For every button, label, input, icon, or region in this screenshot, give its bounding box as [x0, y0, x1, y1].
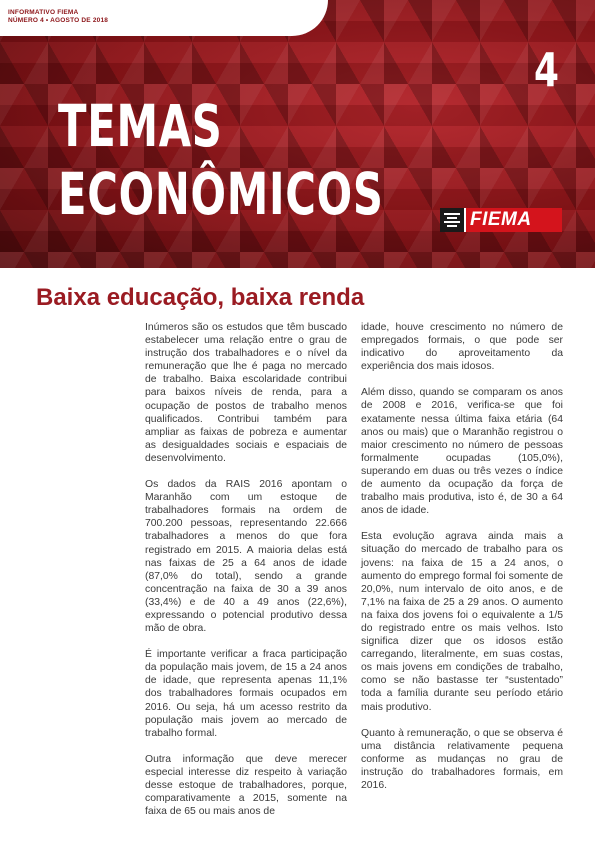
header-info — [8, 9, 108, 25]
issue-number: 4 — [534, 43, 559, 97]
article-headline: Baixa educação, baixa renda — [36, 284, 365, 311]
paragraph: idade, houve crescimento no número de empregados formais, o que pode ser indicativo do aproveitamento da experiência dos mais idosos. — [361, 322, 563, 373]
issue-line: NÚMERO 4 • AGOSTO DE 2018 — [8, 17, 109, 24]
cover-banner — [0, 0, 595, 268]
title-line-2: ECONÔMICOS — [58, 160, 384, 228]
article-body — [145, 321, 563, 821]
fiema-emblem-icon — [440, 208, 464, 232]
article-column-1 — [145, 321, 347, 821]
publication-title — [58, 92, 384, 228]
fiema-logo — [440, 208, 562, 232]
logo-wordmark: FIEMA — [466, 208, 562, 232]
paragraph: Esta evolução agrava ainda mais a situação do mercado de trabalho para os jovens: na faixa de 15 a 24 anos, o aumento do emprego formal foi somente de 20,0%, num intervalo de oito anos, e de 7,1% na faixa de 25 a 29 anos. O aumento na faixa dos jovens foi o equivalente a 1/5 do registrado entre os mais velhos. Isto significa dizer que os idosos estão carregando, literalmente, em suas costas, os mais jovens em condições de trabalho, como se não bastasse ter “sustentado” toda a família durante seu período etário mais produtivo. — [361, 531, 563, 713]
paragraph: Outra informação que deve merecer especial interesse diz respeito à variação desse estoque de trabalhadores, porque, comparativamente a 2015, somente na faixa de 65 ou mais anos de — [145, 753, 347, 818]
paragraph: Inúmeros são os estudos que têm buscado estabelecer uma relação entre o grau de instrução dos trabalhadores e o nível da remuneração que lhe é paga no mercado de trabalho. Baixa escolaridade contribui para baixos níveis de renda, para a ocupação de postos de trabalho menos qualificados. Contribui também para ampliar as faixas de pobreza e aumentar as desigualdades sociais e espaciais de desenvolvimento. — [145, 322, 347, 464]
paragraph: Os dados da RAIS 2016 apontam o Maranhão com um estoque de trabalhadores formais na ordem de 700.200 pessoas, representando 22.666 trabalhadores a menos do que fora registrado em 2015. A maioria delas está nas faixas de 25 a 64 anos de idade (87,0% do total), sendo a grande concentração na faixa de 30 a 39 anos (33,4%) e de 40 a 49 anos (22,6%), expressando o potencial produtivo dessa mão de obra. — [145, 479, 347, 635]
title-line-1: TEMAS — [58, 92, 223, 160]
publication-name: INFORMATIVO FIEMA — [8, 9, 79, 16]
paragraph: Quanto à remuneração, o que se observa é uma distância relativamente pequena conforme as mudanças no grau de instrução do trabalhadores formais, em 2016. — [361, 727, 563, 791]
paragraph: Além disso, quando se comparam os anos de 2008 e 2016, verifica-se que foi exatamente nessa última faixa etária (64 anos ou mais) que o Maranhão registrou o maior crescimento no número de pessoas formalmente ocupadas (105,0%), superando em duas ou três vezes o índice de aumento da ocupação da força de trabalho mais produtiva, isto é, de 30 a 64 anos de idade. — [361, 387, 563, 517]
article-column-2 — [361, 321, 563, 821]
paragraph: É importante verificar a fraca participação da população mais jovem, de 15 a 24 anos de idade, que representa apenas 11,1% dos trabalhadores formais ocupados em 2016. Ou seja, há um acesso restrito da população mais jovem ao mercado de trabalho formal. — [145, 649, 347, 739]
